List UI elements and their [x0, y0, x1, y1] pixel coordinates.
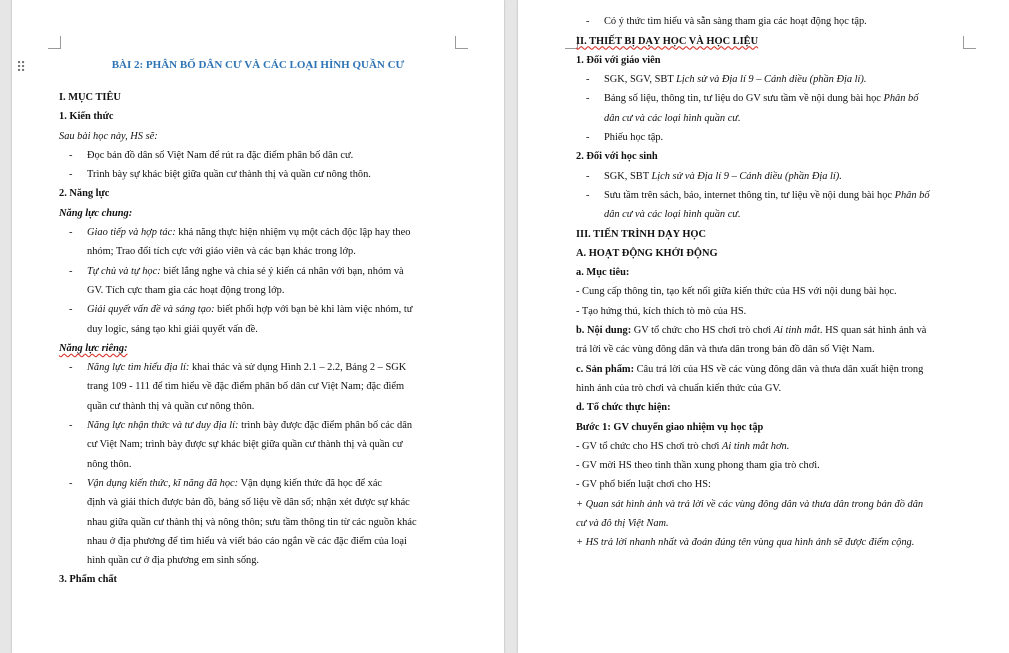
list-item: - Phiếu học tập.	[576, 128, 966, 147]
list-item	[576, 70, 966, 89]
paragraph-line	[576, 321, 966, 340]
paragraph-text: - GV tổ chức cho HS chơi trò chơi	[576, 440, 722, 452]
paragraph-italic: Ai tinh mắt	[773, 325, 820, 337]
paragraph-line: + HS trả lời nhanh nhất và đoán đúng tên vùng qua hình ảnh sẽ được điểm cộng.	[576, 537, 915, 549]
list-item	[576, 167, 966, 186]
heading-nang-luc: 2. Năng lực	[59, 188, 110, 200]
crop-mark-top-left	[48, 36, 61, 49]
drag-handle-icon[interactable]: ⠿	[16, 60, 27, 76]
heading-kien-thuc: 1. Kiến thức	[59, 111, 114, 123]
crop-mark-top-right	[455, 36, 468, 49]
item-lead: Giao tiếp và hợp tác:	[87, 227, 176, 239]
item-lead: Vận dụng kiến thức, kĩ năng đã học:	[87, 477, 239, 489]
item-text: khai thác và sử dụng Hình 2.1 – 2.2, Bảng 2 – SGK	[189, 362, 407, 374]
list-item-continuation: cư Việt Nam; trình bày được sự khác biệt giữa quần cư thành thị và quần cư	[87, 439, 403, 451]
item-text: Sưu tầm trên sách, báo, internet thông tin, tư liệu về nội dung bài học	[604, 189, 895, 201]
item-lead: Năng lực nhận thức và tư duy địa lí:	[87, 420, 239, 432]
heading-pham-chat: 3. Phẩm chất	[59, 574, 118, 586]
paragraph-line: cư và đô thị Việt Nam.	[576, 518, 669, 530]
list-item	[59, 358, 459, 377]
list-item-continuation: dân cư và các loại hình quần cư.	[604, 112, 741, 124]
heading-giao-vien: 1. Đối với giáo viên	[576, 54, 661, 66]
heading-muc-tieu: I. MỤC TIÊU	[59, 92, 121, 103]
heading-buoc-1: Bước 1: GV chuyển giao nhiệm vụ học tập	[576, 421, 764, 433]
list-item: - Đọc bản đồ dân số Việt Nam để rút ra đặc điểm phân bố dân cư.	[59, 146, 459, 165]
item-text: SGK, SBT	[604, 170, 652, 182]
list-item-continuation: duy logic, sáng tạo khi giải quyết vấn đề.	[87, 323, 258, 335]
heading-khoi-dong: A. HOẠT ĐỘNG KHỞI ĐỘNG	[576, 247, 718, 259]
list-item	[59, 262, 459, 281]
list-item-continuation: định và giải thích được bản đồ, bảng số liệu về dân số; nhận xét được sự khác	[87, 497, 410, 509]
item-italic: Phân bố	[894, 189, 930, 201]
paragraph-line: - GV mời HS theo tinh thần xung phong tham gia trò chơi.	[576, 460, 820, 472]
list-item-continuation: hình quần cư ở địa phương em sinh sống.	[87, 555, 260, 567]
page-2-body	[576, 0, 966, 553]
list-item-continuation: dân cư và các loại hình quần cư.	[604, 209, 741, 221]
page-1-body	[59, 88, 459, 590]
paragraph-lead: b. Nội dung:	[576, 325, 632, 337]
heading-nang-luc-chung: Năng lực chung:	[59, 207, 133, 219]
heading-tien-trinh: III. TIẾN TRÌNH DẠY HỌC	[576, 228, 707, 240]
list-item-continuation: nông thôn.	[87, 458, 132, 470]
paragraph-italic: Ai tinh mắt hơn.	[722, 440, 790, 452]
list-item	[59, 223, 459, 242]
paragraph-text: Câu trả lời của HS về các vùng đông dân và thưa dân xuất hiện trong	[634, 363, 924, 375]
heading-hoc-sinh: 2. Đối với học sinh	[576, 151, 658, 163]
list-item-continuation: trang 109 - 111 để tìm hiểu về đặc điểm phân bố dân cư Việt Nam; đặc điểm	[87, 381, 405, 393]
heading-to-chuc: d. Tổ chức thực hiện:	[576, 402, 671, 414]
item-lead: Tự chủ và tự học:	[87, 265, 161, 277]
paragraph-line	[576, 437, 966, 456]
heading-nang-luc-rieng	[59, 339, 459, 358]
paragraph-line: trả lời về các vùng đông dân và thưa dân trong bản đồ dân số Việt Nam.	[576, 344, 875, 356]
document-page-1	[12, 0, 504, 653]
intro-text: Sau bài học này, HS sẽ:	[59, 130, 158, 142]
paragraph-text: GV tổ chức cho HS chơi trò chơi	[631, 325, 774, 337]
list-item-continuation: nhóm; Trao đổi tích cực với giáo viên và các bạn khác trong lớp.	[87, 246, 356, 258]
paragraph-line: - Tạo hứng thú, kích thích tò mò của HS.	[576, 305, 747, 317]
list-item-continuation: GV. Tích cực tham gia các hoạt động trong lớp.	[87, 284, 285, 296]
list-item: - Trình bày sự khác biệt giữa quần cư thành thị và quần cư nông thôn.	[59, 165, 459, 184]
item-italic: Lịch sử và Địa lí 9 – Cánh diều (phần Địa lí).	[651, 170, 842, 182]
spellcheck-underlined-text: II. THIẾT BỊ DẠY HỌC VÀ HỌC LIỆU	[576, 35, 759, 47]
list-item	[576, 186, 966, 205]
list-item: - Có ý thức tìm hiểu và sẵn sàng tham gia các hoạt động học tập.	[576, 12, 966, 31]
item-text: khả năng thực hiện nhiệm vụ một cách độc lập hay theo	[175, 227, 411, 239]
paragraph-line: hình ảnh của trò chơi và chuẩn kiến thức của GV.	[576, 382, 782, 394]
item-text: trình bày được đặc điểm phân bố các dân	[238, 420, 413, 432]
paragraph-line: + Quan sát hình ảnh và trả lời về các vùng đông dân và thưa dân trong bản đồ dân	[576, 498, 924, 510]
list-item	[59, 474, 459, 493]
item-text: Bảng số liệu, thông tin, tư liệu do GV sưu tầm về nội dung bài học	[604, 93, 884, 105]
item-text: Vận dụng kiến thức đã học để xác	[238, 477, 383, 489]
document-page-2	[518, 0, 1009, 653]
document-title: BÀI 2: PHÂN BỐ DÂN CƯ VÀ CÁC LOẠI HÌNH QUẦN CƯ	[111, 59, 405, 71]
spellcheck-underlined-text: Năng lực riêng:	[59, 342, 128, 354]
item-text: biết lắng nghe và chia sẻ ý kiến cá nhân với bạn, nhóm và	[160, 265, 404, 277]
item-italic: Lịch sử và Địa lí 9 – Cánh diều (phần Địa lí).	[676, 74, 867, 86]
list-item	[59, 300, 459, 319]
list-item	[576, 89, 966, 108]
item-italic: Phân bố	[883, 93, 919, 105]
paragraph-lead: c. Sản phẩm:	[576, 363, 635, 375]
paragraph-line	[576, 360, 966, 379]
list-item-continuation: quần cư thành thị và quần cư nông thôn.	[87, 400, 255, 412]
heading-thiet-bi	[576, 32, 966, 51]
list-item-continuation: nhau giữa quần cư thành thị và nông thôn; sưu tầm thông tin từ các nguồn khác	[87, 516, 417, 528]
list-item-continuation: nhau ở địa phương để tìm hiểu và viết báo cáo ngắn về các đặc điểm của loại	[87, 535, 407, 547]
item-text: SGK, SGV, SBT	[604, 74, 677, 86]
paragraph-text: . HS quan sát hình ảnh và	[819, 325, 927, 337]
item-lead: Giải quyết vấn đề và sáng tạo:	[87, 304, 215, 316]
paragraph-line: - Cung cấp thông tin, tạo kết nối giữa kiến thức của HS với nội dung bài học.	[576, 286, 897, 298]
list-item	[59, 416, 459, 435]
heading-muc-tieu: a. Mục tiêu:	[576, 267, 630, 279]
paragraph-line: - GV phổ biến luật chơi cho HS:	[576, 479, 711, 491]
item-lead: Năng lực tìm hiểu địa lí:	[87, 362, 190, 374]
item-text: biết phối hợp với bạn bè khi làm việc nhóm, tư	[214, 304, 413, 316]
